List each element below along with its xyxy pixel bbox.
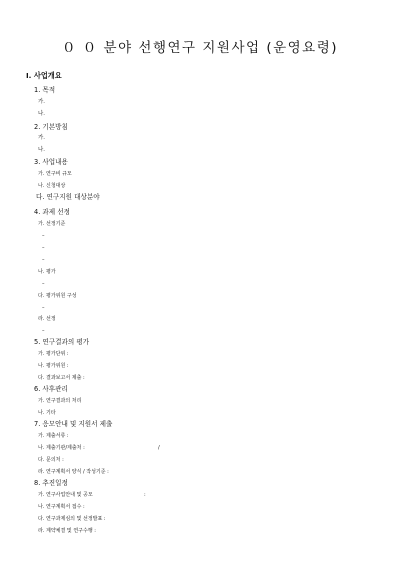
item-application-a: 가. 제출서류 : xyxy=(38,433,69,439)
item-evaluation: 5. 연구결과의 평가 xyxy=(34,338,90,346)
item-policy-b: 나. xyxy=(38,147,45,153)
selection-a-dash-2: – xyxy=(42,245,45,251)
item-selection-a: 가. 선정기준 xyxy=(38,221,66,227)
item-purpose-a: 가. xyxy=(38,99,45,105)
document-title: ０ ０ 분야 선행연구 지원사업 (운영요령) xyxy=(61,40,339,56)
item-content-b: 나. 신청대상 xyxy=(38,183,66,189)
selection-d-dash-1: – xyxy=(42,328,45,334)
item-purpose-b: 나. xyxy=(38,111,45,117)
item-selection-b: 나. 평가 xyxy=(38,269,56,275)
item-application-d: 라. 연구계획서 양식 / 작성기준 : xyxy=(38,469,109,475)
item-selection: 4. 과제 선정 xyxy=(34,208,70,216)
selection-a-dash-1: – xyxy=(42,233,45,239)
item-application-b: 나. 제출기관/제출처 : xyxy=(38,445,85,451)
item-content-a: 가. 연구비 규모 xyxy=(38,171,72,177)
item-followup-a: 가. 연구결과의 처리 xyxy=(38,398,82,404)
item-content: 3. 사업내용 xyxy=(34,158,68,166)
item-selection-c: 다. 평가위원 구성 xyxy=(38,293,77,299)
item-application-c: 다. 문의처 : xyxy=(38,457,64,463)
item-schedule: 8. 추진일정 xyxy=(34,479,68,487)
item-content-c: 다. 연구지원 대상분야 xyxy=(36,193,100,201)
item-evaluation-b: 나. 평가위원 : xyxy=(38,363,69,369)
item-schedule-b: 나. 연구계획서 접수 : xyxy=(38,504,85,510)
application-b-slash: / xyxy=(158,445,160,451)
item-selection-d: 라. 선정 xyxy=(38,316,56,322)
item-policy-a: 가. xyxy=(38,135,45,141)
item-followup-b: 나. 기타 xyxy=(38,410,56,416)
selection-b-dash-1: – xyxy=(42,281,45,287)
item-application: 7. 응모안내 및 지원서 제출 xyxy=(34,420,113,428)
schedule-a-colon: : xyxy=(144,492,146,498)
selection-c-dash-1: – xyxy=(42,305,45,311)
selection-a-dash-3: – xyxy=(42,257,45,263)
item-purpose: 1. 목적 xyxy=(34,86,56,94)
item-schedule-d: 라. 계약체결 및 연구수행 : xyxy=(38,528,96,534)
item-schedule-c: 다. 연구과제심의 및 선정발표 : xyxy=(38,516,106,522)
section-heading: I. 사업개요 xyxy=(26,71,62,80)
item-evaluation-c: 다. 결과보고서 제출 : xyxy=(38,375,85,381)
item-evaluation-a: 가. 평가단위 : xyxy=(38,351,69,357)
item-policy: 2. 기본방침 xyxy=(34,123,68,131)
item-followup: 6. 사후관리 xyxy=(34,385,68,393)
item-schedule-a: 가. 연구사업안내 및 공모 xyxy=(38,492,93,498)
